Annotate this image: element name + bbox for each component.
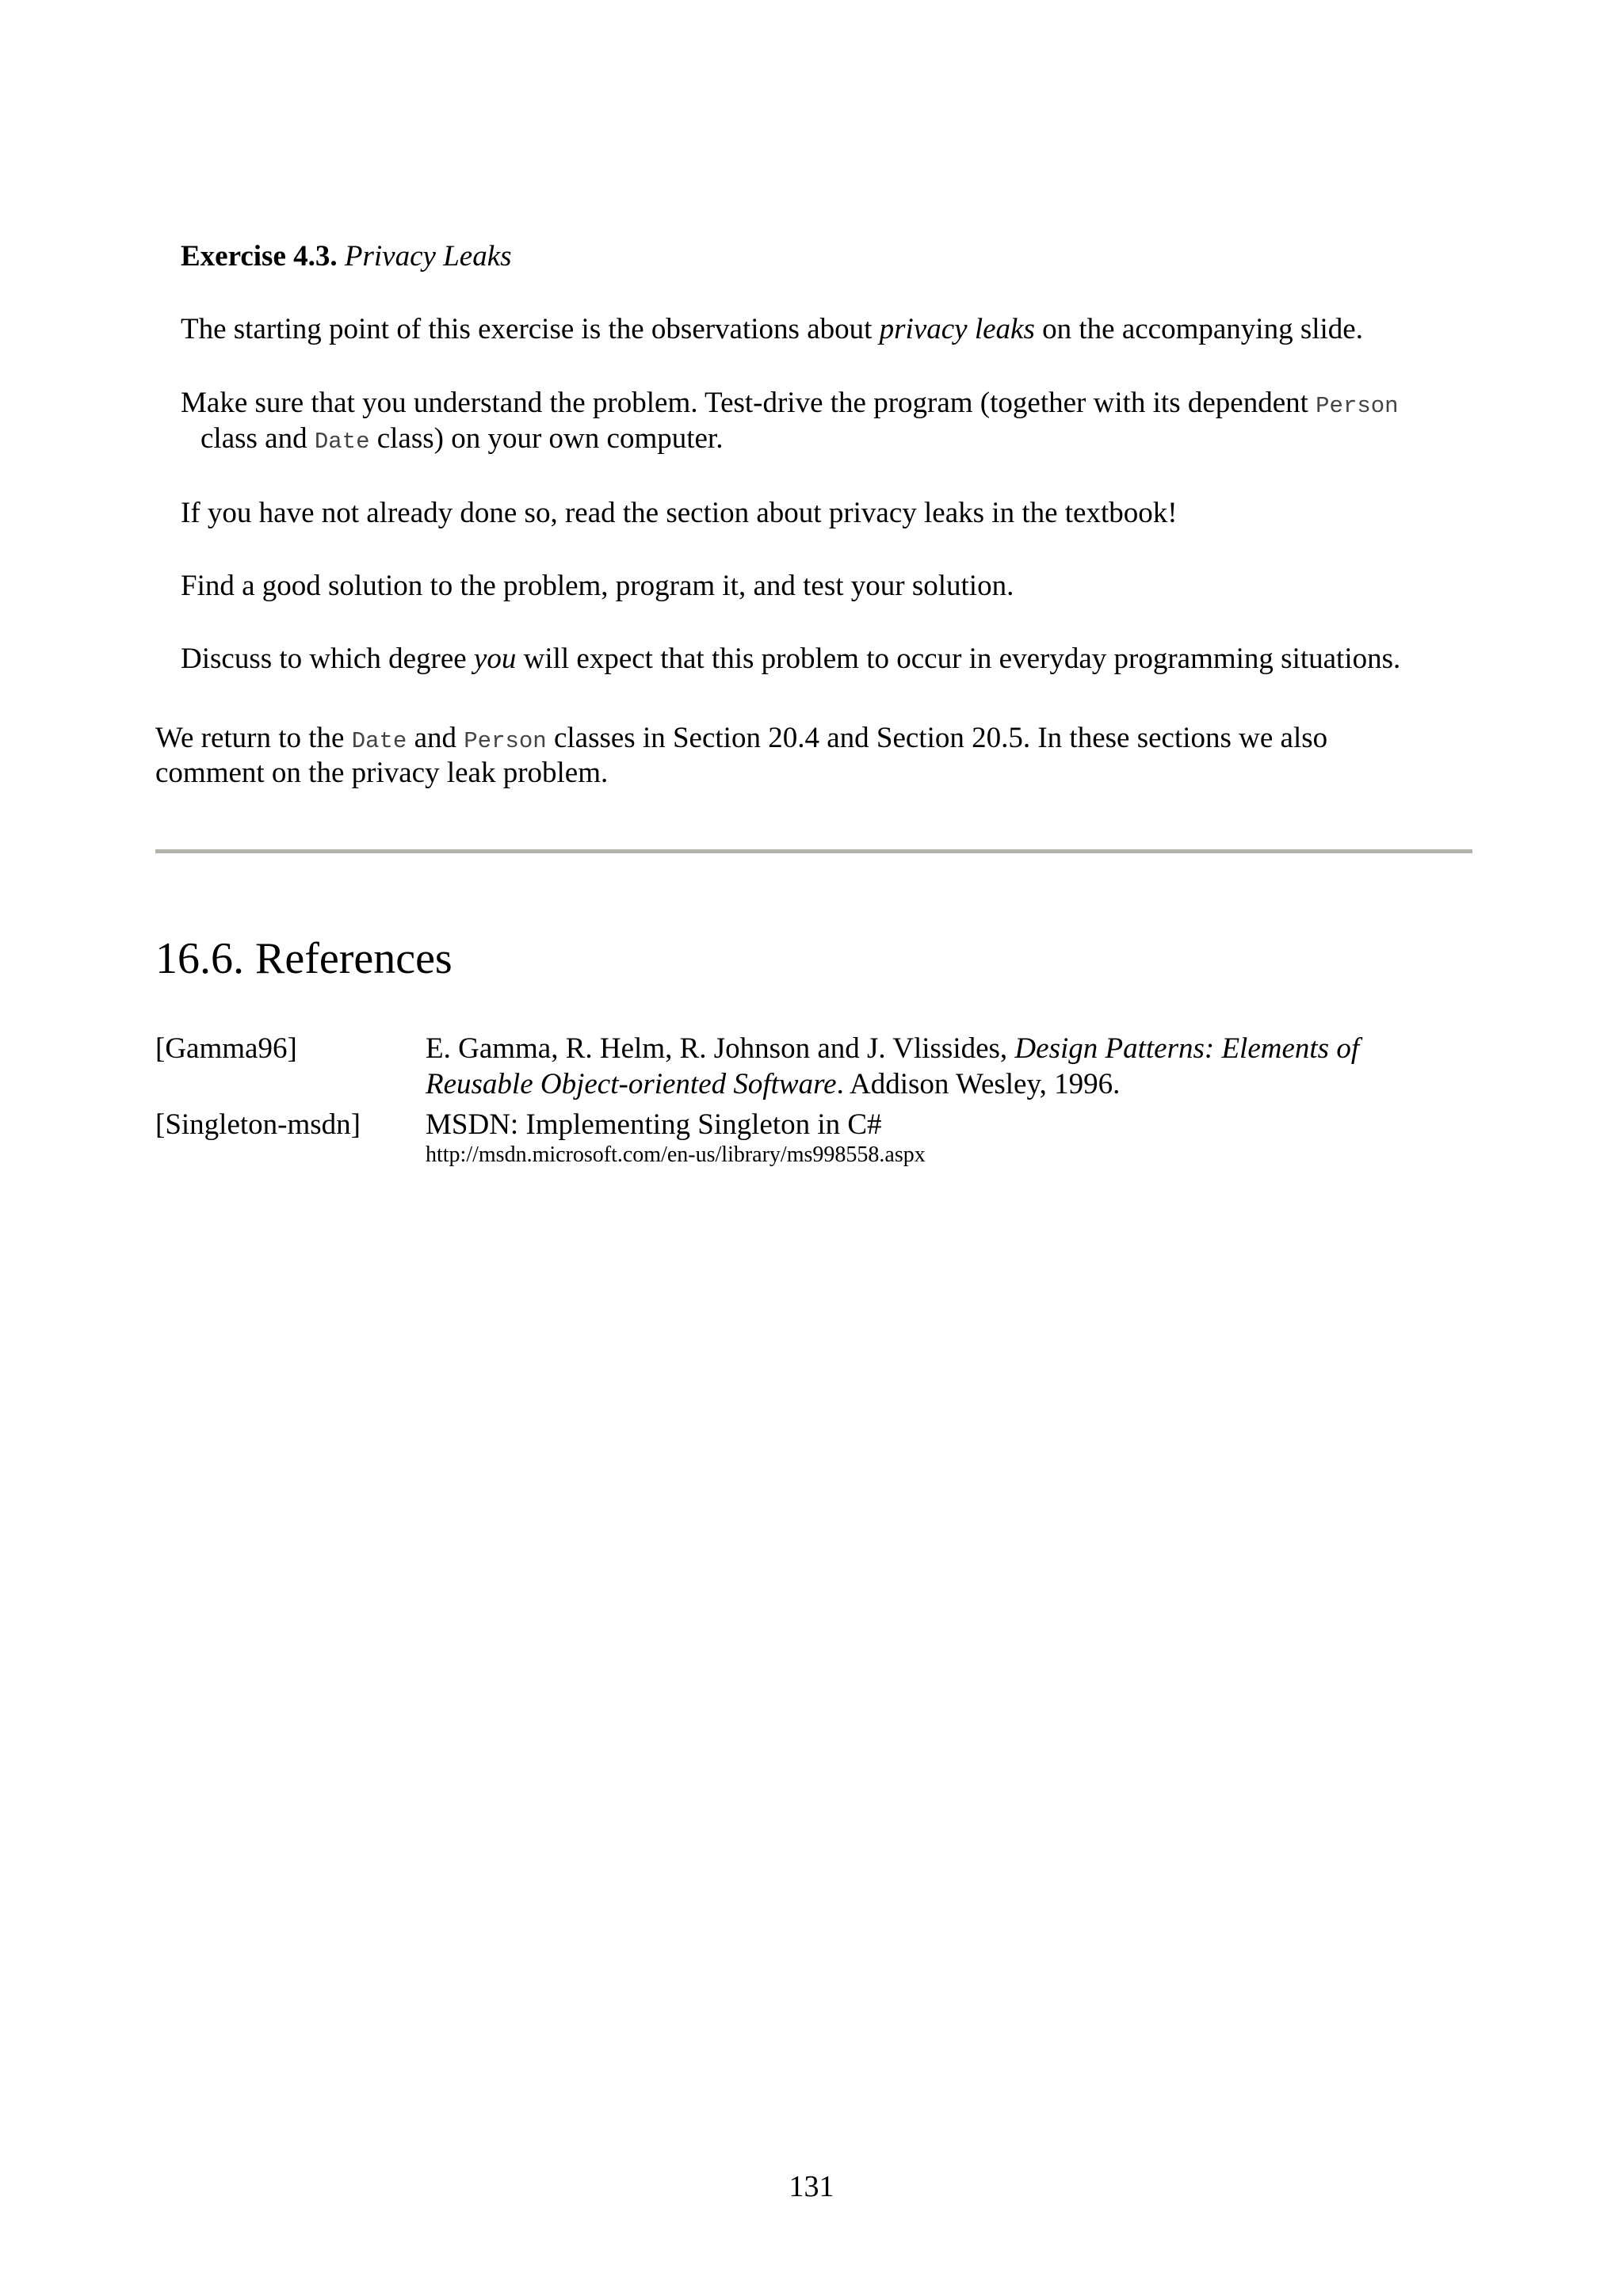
code-date: Date [314, 429, 370, 455]
exercise-paragraph-4: Find a good solution to the problem, program it, and test your solution. [181, 570, 1014, 602]
emphasis-text: privacy leaks [879, 313, 1035, 345]
emphasis-text: you [473, 643, 517, 675]
exercise-paragraph-3: If you have not already done so, read the section about privacy leaks in the textbook! [181, 497, 1178, 529]
exercise-paragraph-2-line-1 [181, 386, 1399, 424]
text-run: will expect that this problem to occur in everyday programming situations. [516, 643, 1401, 675]
reference-key-singleton-msdn: [Singleton-msdn] [155, 1108, 361, 1141]
text-run: and [407, 722, 464, 754]
exercise-title: Privacy Leaks [344, 240, 512, 273]
text-run: Discuss to which degree [181, 643, 474, 675]
return-note-line-1 [155, 721, 1327, 759]
exercise-heading [181, 239, 512, 274]
text-run: The starting point of this exercise is the observations about [181, 313, 880, 345]
code-person: Person [1316, 393, 1399, 419]
reference-key-gamma96: [Gamma96] [155, 1032, 297, 1065]
text-run: We return to the [155, 722, 352, 754]
text-run: . Addison Wesley, 1996. [836, 1068, 1121, 1100]
text-run: on the accompanying slide. [1034, 313, 1363, 345]
exercise-paragraph-2-line-2 [200, 421, 723, 460]
reference-url-link[interactable]: http://msdn.microsoft.com/en-us/library/ms998558.aspx [426, 1142, 926, 1167]
reference-entry-singleton-msdn: MSDN: Implementing Singleton in C# [426, 1108, 882, 1141]
book-title: Reusable Object-oriented Software [426, 1068, 837, 1100]
exercise-paragraph-1 [181, 312, 1363, 347]
reference-entry-gamma96-line-1 [426, 1032, 1359, 1066]
references-heading: 16.6. References [155, 934, 453, 983]
exercise-number: Exercise 4.3. [181, 240, 338, 273]
code-date: Date [351, 728, 407, 754]
book-title: Design Patterns: Elements of [1014, 1032, 1360, 1065]
text-run: class and [200, 422, 315, 455]
text-run: E. Gamma, R. Helm, R. Johnson and J. Vlissides, [426, 1032, 1015, 1065]
reference-entry-gamma96-line-2 [426, 1067, 1120, 1102]
code-person: Person [464, 728, 547, 754]
text-run: Make sure that you understand the problem. Test-drive the program (together with its dependent [181, 387, 1316, 419]
page-number: 131 [789, 2170, 834, 2203]
exercise-paragraph-5 [181, 642, 1400, 677]
text-run: class) on your own computer. [369, 422, 724, 455]
return-note-line-2: comment on the privacy leak problem. [155, 757, 609, 789]
section-divider [155, 849, 1472, 853]
text-run: classes in Section 20.4 and Section 20.5. In these sections we also [546, 722, 1328, 754]
